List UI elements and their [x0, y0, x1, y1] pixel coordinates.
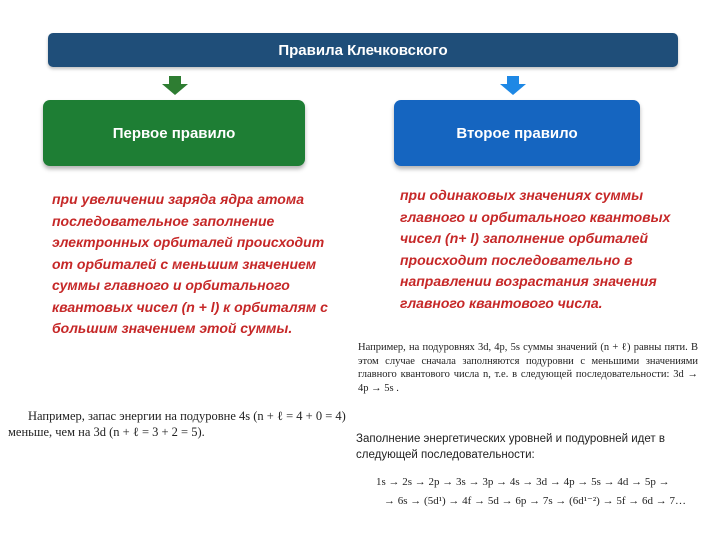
second-rule-text: при одинаковых значениях суммы главного и орбитального квантовых чисел (n+ l) заполнение орбиталей происходит последовательно в направлении возрастания значения главного квантового числа.: [400, 187, 671, 311]
second-rule-title: Второе правило: [456, 124, 578, 142]
arrow-down-green-icon: [160, 76, 190, 96]
second-rule-box: [394, 100, 640, 166]
example-left-line1: Например, запас энергии на подуровне 4s (n + ℓ = 4 + 0 = 4): [28, 409, 346, 423]
title-bar: [48, 33, 678, 67]
page-title: Правила Клечковского: [278, 41, 448, 59]
example-left: [8, 408, 378, 440]
first-rule-text: при увеличении заряда ядра атома последовательное заполнение электронных орбиталей происходит от орбиталей с меньшим значением суммы главного и орбитального квантовых чисел (n + l) к орбиталям с большим значением этой суммы.: [52, 191, 328, 336]
example-right: Например, на подуровнях 3d, 4p, 5s суммы значений (n + ℓ) равны пяти. В этом случае сначала заполняются подуровни с меньшими значениями главного квантового числа n, т.е. в следующей последовательности: 3d → 4p → 5s .: [358, 342, 698, 394]
first-rule-box: [43, 100, 305, 166]
sequence-line-1: 1s → 2s → 2p → 3s → 3p → 4s → 3d → 4p → 5s → 4d → 5p →: [376, 476, 670, 488]
arrow-down-blue-icon: [498, 76, 528, 96]
first-rule-title: Первое правило: [112, 124, 236, 142]
example-left-line2: меньше, чем на 3d (n + ℓ = 3 + 2 = 5).: [8, 425, 205, 439]
sequence-label: Заполнение энергетических уровней и подуровней идет в следующей последовательности:: [356, 433, 665, 461]
sequence-line-2: → 6s → (5d¹) → 4f → 5d → 6p → 7s → (6d¹⁻²) → 5f → 6d → 7…: [384, 495, 686, 507]
